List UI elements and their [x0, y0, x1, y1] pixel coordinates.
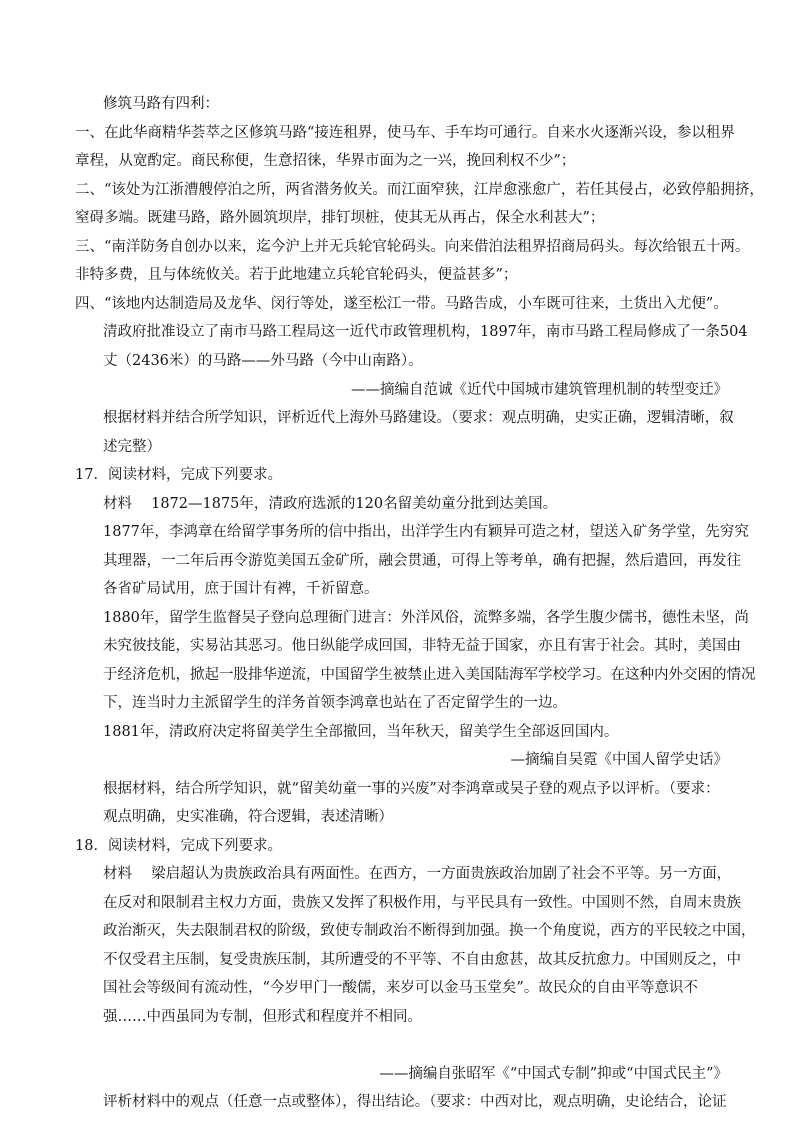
- q18-material-line-1: 材料 梁启超认为贵族政治具有两面性。在西方，一方面贵族政治加剧了社会不平等。另一方面，: [103, 866, 732, 882]
- q18-material-line-2: 在反对和限制君主权力方面，贵族又发挥了积极作用，与平民具有一致性。中国则不然，自周末贵族: [103, 895, 741, 911]
- q17-task-line-2: 观点明确，史实准确，符合逻辑，表述清晰）: [103, 809, 393, 825]
- q17-material-line: 材料 1872—1875年，清政府选派的120名留美幼童分批到达美国。: [103, 496, 558, 512]
- q17-1877-line-2: 其理器，一二年后再令游览美国五金矿所，融会贯通，可得上等考单，确有把握，然后遣回，再发往: [103, 553, 741, 569]
- q17-1877-line-1: 1877年，李鸿章在给留学事务所的信中指出，出洋学生内有颖异可造之材，望送入矿务学堂，先穷究: [103, 524, 749, 540]
- benefit-2-line-2: 窒碍多端。既建马路，路外圆筑坝岸，排钉坝桩，使其无从再占，保全水利甚大”；: [75, 210, 605, 226]
- benefit-3-line-1: 三、“南洋防务自创办以来，迄今沪上并无兵轮官轮码头。向来借泊法租界招商局码头。每次给银五十两。: [75, 239, 750, 255]
- q17-1877-line-3: 各省矿局试用，庶于国计有裨，千祈留意。: [103, 581, 379, 597]
- q17-1880-line-3: 于经济危机，掀起一股排华逆流，中国留学生被禁止进入美国陆海军学校学习。在这种内外交困的情况: [103, 667, 756, 683]
- question-17-heading: 17．阅读材料，完成下列要求。: [75, 467, 282, 483]
- benefit-3-line-2: 非特多费，且与体统攸关。若于此地建立兵轮官轮码头，便益甚多”；: [75, 267, 518, 283]
- q18-task-line-1: 评析材料中的观点（任意一点或整体），得出结论。（要求：中西对比，观点明确，史论结合，论证: [103, 1094, 727, 1110]
- q17-1880-line-4: 下，连当时力主派留学生的洋务首领李鸿章也站在了否定留学生的一边。: [103, 695, 567, 711]
- q17-task-line-1: 根据材料，结合所学知识，就“留美幼童一事的兴废”对李鸿章或吴子登的观点予以评析。（要求：: [103, 781, 720, 797]
- q17-source-citation: —摘编自吴霓《中国人留学史话》: [510, 752, 728, 768]
- benefit-1-line-2: 章程，从宽酌定。商民称便，生意招徕，华界市面为之一兴，挽回利权不少”；: [75, 153, 576, 169]
- q17-1880-line-2: 未究彼技能，实易沾其恶习。他日纵能学成回国，非特无益于国家，亦且有害于社会。其时，美国由: [103, 638, 741, 654]
- benefit-2-line-1: 二、“该处为江浙漕艘停泊之所，两省潜务攸关。而江面窄狭，江岸愈涨愈广，若任其侵占，必致停船拥挤，: [75, 182, 764, 198]
- q17-1880-line-1: 1880年，留学生监督吴子登向总理衙门进言：外洋风俗，流弊多端，各学生腹少儒书，德性未坚，尚: [103, 610, 749, 626]
- q18-material-line-5: 国社会等级间有流动性，“今岁甲门一酸儒，来岁可以金马玉堂矣”。故民众的自由平等意识不: [103, 980, 698, 996]
- source-citation: ——摘编自范诚《近代中国城市建筑管理机制的转型变迁》: [351, 382, 728, 398]
- benefit-4-line: 四、“该地内达制造局及龙华、闵行等处，遂至松江一带。马路告成，小车既可往来，土货出入尤便”。: [75, 296, 728, 312]
- approval-line-2: 丈（2436米）的马路——外马路（今中山南路）。: [103, 353, 423, 369]
- q18-source-citation: ——摘编自张昭军《“中国式专制”抑或“中国式民主”》: [379, 1066, 728, 1082]
- q18-material-line-4: 不仅受君主压制，复受贵族压制，其所遭受的不平等、不自由愈甚，故其反抗愈力。中国则反之，中: [103, 952, 741, 968]
- question-16-line-2: 述完整）: [103, 439, 161, 455]
- q18-material-line-3: 政治渐灭，失去限制君权的阶级，致使专制政治不断得到加强。换一个角度说，西方的平民较之中国，: [103, 923, 756, 939]
- question-18-heading: 18．阅读材料，完成下列要求。: [75, 838, 282, 854]
- intro-line: 修筑马路有四利：: [103, 96, 219, 112]
- approval-line-1: 清政府批准设立了南市马路工程局这一近代市政管理机构，1897年，南市马路工程局修成了一条504: [103, 324, 748, 340]
- benefit-1-line-1: 一、在此华商精华荟萃之区修筑马路“接连租界，使马车、手车均可通行。自来水火逐渐兴设，参以租界: [75, 125, 735, 141]
- q18-material-line-6: 强……中西虽同为专制，但形式和程度并不相同。: [103, 1009, 422, 1025]
- question-16-line-1: 根据材料并结合所学知识，评析近代上海外马路建设。（要求：观点明确，史实正确，逻辑清晰，叙: [103, 410, 734, 426]
- q17-1881-line: 1881年，清政府决定将留美学生全部撤回，当年秋天，留美学生全部返回国内。: [103, 724, 619, 740]
